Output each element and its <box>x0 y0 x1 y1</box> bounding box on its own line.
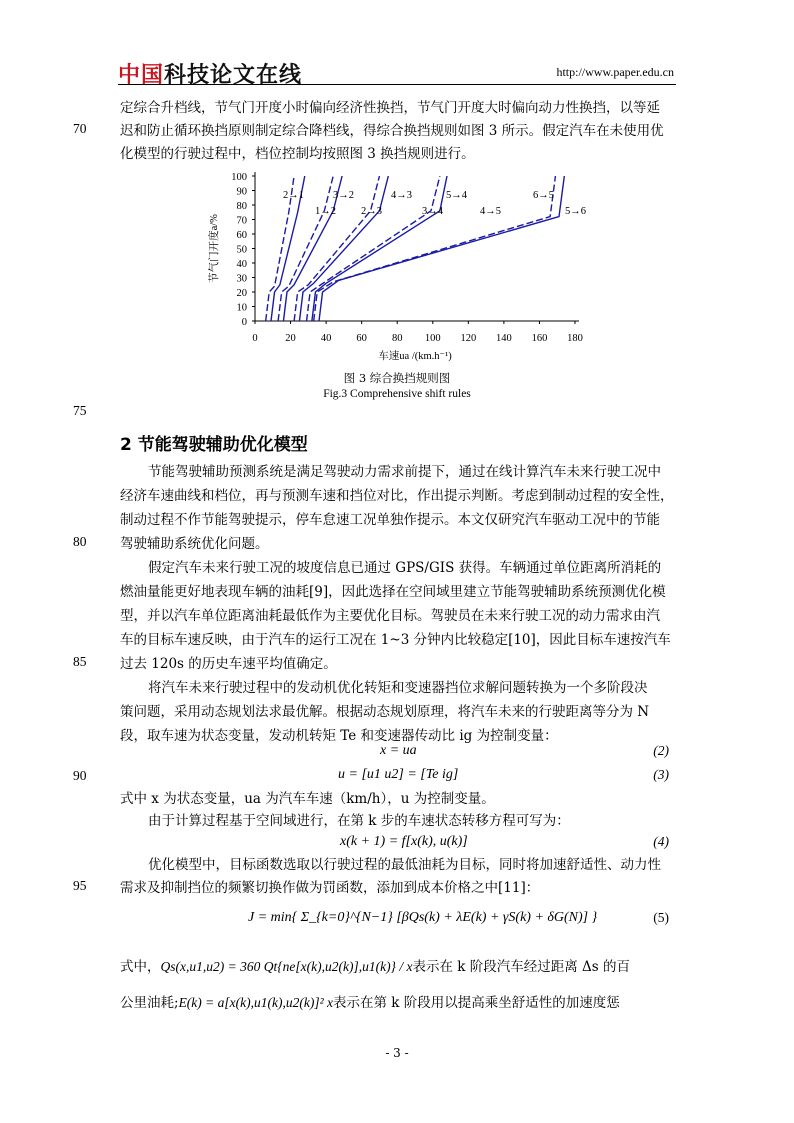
section-heading: 2 节能驾驶辅助优化模型 <box>120 435 308 455</box>
shift-annotation: 4→5 <box>480 206 501 217</box>
body-line: 将汽车未来行驶过程中的发动机优化转矩和变速器挡位求解问题转换为一个多阶段决 <box>148 680 648 696</box>
shift-rules-chart <box>0 0 794 380</box>
line-number: 80 <box>73 534 87 549</box>
shift-annotation: 4→3 <box>391 190 412 201</box>
body-line: 燃油量能更好地表现车辆的油耗[9]，因此选择在空间域里建立节能驾驶辅助系统预测优化模 <box>120 584 666 600</box>
body-line: 策问题，采用动态规划法求最优解。根据动态规划原理，将汽车未来的行驶距离等分为 N <box>120 704 650 720</box>
qs-prefix: 式中， <box>120 959 161 975</box>
body-line: 型，并以汽车单位距离油耗最低作为主要优化目标。驾驶员在未来行驶工况的动力需求由汽 <box>120 608 660 624</box>
y-tick-label: 100 <box>231 172 247 183</box>
shift-annotation: 3→4 <box>422 206 443 217</box>
x-tick-label: 160 <box>531 333 548 344</box>
x-axis-label: 车速ua /(km.h⁻¹) <box>378 351 452 362</box>
line-number: 85 <box>73 654 87 669</box>
x-tick-label: 40 <box>320 333 332 344</box>
equation-2-number: (2) <box>653 743 669 758</box>
equation-3-explanation: 式中 x 为状态变量，ua 为汽车车速（km/h），u 为控制变量。 <box>120 791 495 807</box>
logo-black-text: 科技论文在线 <box>164 63 303 88</box>
equation-5: J = min{ Σ_{k=0}^{N−1} [βQs(k) + λE(k) + γS(k) + δG(N)] } <box>248 910 598 925</box>
body-line: 过去 120s 的历史车速平均值确定。 <box>120 656 337 672</box>
line-number-75: 75 <box>73 403 87 418</box>
x-tick-label: 120 <box>460 333 477 344</box>
e-suffix: 表示在第 k 阶段用以提高乘坐舒适性的加速度惩 <box>333 995 620 1011</box>
body-line: 驾驶辅助系统优化问题。 <box>120 536 269 552</box>
equation-4-number: (4) <box>653 834 669 849</box>
equation-3-number: (3) <box>653 767 669 782</box>
x-tick-label: 0 <box>252 333 258 344</box>
y-tick-label: 50 <box>236 244 247 256</box>
y-tick-label: 90 <box>236 186 247 198</box>
equation-5-number: (5) <box>653 910 669 925</box>
e-definition-line <box>120 993 680 1013</box>
body-line: 经济车速曲线和档位，再与预测车速和挡位对比，作出提示判断。考虑到制动过程的安全性， <box>120 488 674 504</box>
qs-suffix: 表示在 k 阶段汽车经过距离 Δs 的百 <box>412 959 630 975</box>
y-tick-label: 10 <box>236 302 247 314</box>
shift-annotation: 6→5 <box>533 190 554 201</box>
logo-red-text: 中国 <box>118 63 165 88</box>
y-tick-label: 70 <box>236 215 247 227</box>
y-tick-label: 60 <box>236 230 247 241</box>
line-number-90: 90 <box>73 768 87 783</box>
x-tick-label: 60 <box>356 333 367 344</box>
objective-paragraph-line1: 优化模型中，目标函数选取以行驶过程的最低油耗为目标，同时将加速舒适性、动力性 <box>148 857 661 873</box>
y-tick-label: 40 <box>236 259 247 270</box>
x-tick-label: 80 <box>391 333 403 344</box>
e-expression: E(k) = a[x(k),u1(k),u2(k)]² x <box>178 995 334 1010</box>
shift-annotation: 1→2 <box>315 206 336 217</box>
body-line: 段，取车速为状态变量，发动机转矩 Te 和变速器传动比 ig 为控制变量： <box>120 728 558 744</box>
x-tick-label: 20 <box>285 333 296 344</box>
objective-paragraph-line2: 需求及抑制挡位的频繁切换作做为罚函数，添加到成本价格之中[11]： <box>120 880 540 896</box>
figure-caption-cn: 图 3 综合换挡规则图 <box>343 371 451 385</box>
shift-annotation: 3→2 <box>333 190 354 201</box>
state-transition-intro: 由于计算过程基于空间域进行，在第 k 步的车速状态转移方程可写为： <box>148 813 570 829</box>
y-tick-label: 80 <box>236 201 247 212</box>
qs-expression: Qs(x,u1,u2) = 360 Qt{ne[x(k),u2(k)],u1(k)} / x <box>160 959 413 974</box>
line-number: 70 <box>73 121 87 136</box>
y-axis-label: 节气门开度a/% <box>209 214 220 283</box>
shift-annotation: 2→1 <box>283 190 304 201</box>
page-number: - 3 - <box>385 1046 409 1060</box>
text-line: 定综合升档线，节气门开度小时偏向经济性换挡，节气门开度大时偏向动力性换挡，以等延 <box>120 100 660 116</box>
e-prefix: 公里油耗; <box>120 995 179 1011</box>
shift-annotation: 5→6 <box>565 206 586 217</box>
body-line: 车的目标车速反映，由于汽车的运行工况在 1~3 分钟内比较稳定[10]，因此目标车速按汽车 <box>120 632 671 648</box>
line-number-95: 95 <box>73 878 87 893</box>
equation-4: x(k + 1) = f[x(k), u(k)] <box>340 834 468 849</box>
body-line: 制动过程不作节能驾驶提示，停车怠速工况单独作提示。本文仅研究汽车驱动工况中的节能 <box>120 512 660 528</box>
figure-caption-en: Fig.3 Comprehensive shift rules <box>323 388 471 400</box>
equation-2: x = ua <box>380 743 417 758</box>
qs-definition-line <box>120 957 680 977</box>
y-tick-label: 0 <box>241 317 247 328</box>
x-tick-label: 180 <box>567 333 583 344</box>
body-line: 假定汽车未来行驶工况的坡度信息已通过 GPS/GIS 获得。车辆通过单位距离所消耗的 <box>148 560 662 576</box>
y-tick-label: 30 <box>236 273 247 285</box>
shift-annotation: 2→3 <box>361 206 382 217</box>
y-tick-label: 20 <box>236 288 247 299</box>
text-line: 迟和防止循环换挡原则制定综合降档线，得综合换挡规则如图 3 所示。假定汽车在未使用优 <box>120 123 664 139</box>
body-line: 节能驾驶辅助预测系统是满足驾驶动力需求前提下，通过在线计算汽车未来行驶工况中 <box>148 464 661 480</box>
equation-3: u = [u1 u2] = [Te ig] <box>338 767 459 782</box>
header-url: http://www.paper.edu.cn <box>556 65 674 79</box>
x-tick-label: 100 <box>424 333 441 344</box>
text-line: 化模型的行驶过程中，档位控制均按照图 3 换挡规则进行。 <box>120 146 475 162</box>
x-tick-label: 140 <box>496 333 512 344</box>
shift-annotation: 5→4 <box>446 190 467 201</box>
